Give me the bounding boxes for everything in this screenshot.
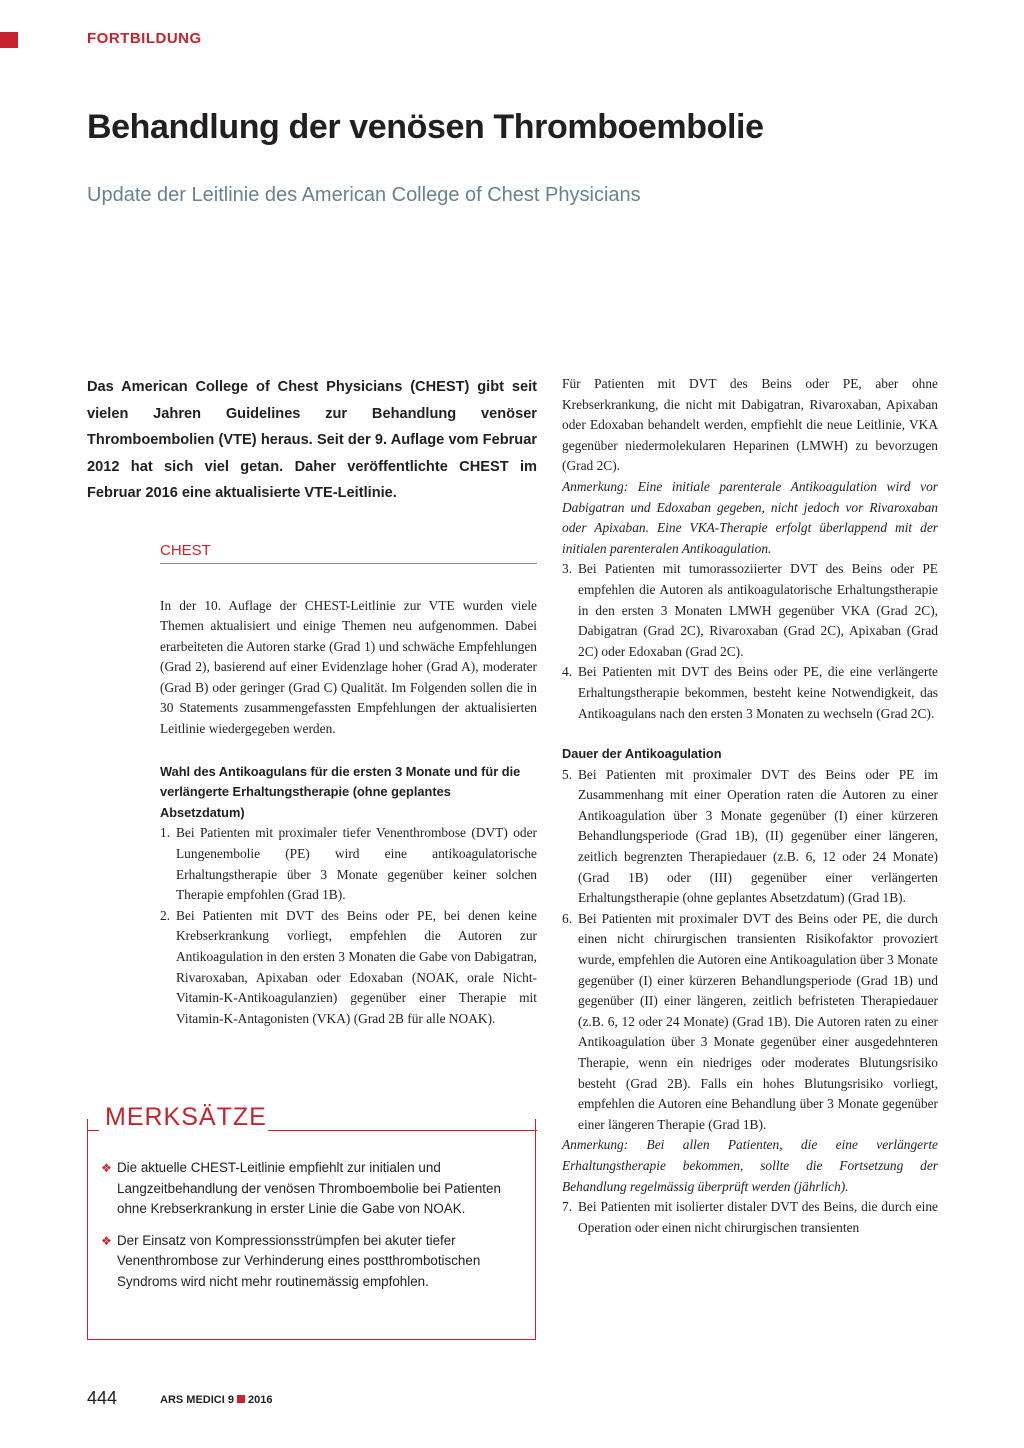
journal-footer: [160, 1394, 272, 1406]
footer-separator-square: [237, 1395, 245, 1403]
diamond-bullet-icon: ❖: [101, 1161, 112, 1175]
right-column: [562, 374, 938, 1238]
merksaetze-item: ❖ Die aktuelle CHEST-Leitlinie empfiehlt zur initialen und Langzeitbehandlung der venösen Thromboembolie bei Patienten ohne Krebserkrankung in erster Linie die Gabe von NOAK.: [101, 1160, 501, 1217]
left-column: [87, 374, 537, 1029]
corner-marker: [0, 32, 18, 48]
article-subtitle: Update der Leitlinie des American College of Chest Physicians: [87, 184, 641, 206]
source-label: CHEST: [160, 542, 537, 564]
article-title: Behandlung der venösen Thromboembolie: [87, 108, 764, 146]
recommendation-item: 1. Bei Patienten mit proximaler tiefer Venenthrombose (DVT) oder Lungenembolie (PE) wird eine antikoagulatorische Erhaltungstherapie über 3 Monate gegenüber keiner solchen Therapie empfohlen (Grad 1B).: [160, 825, 537, 903]
annotation-note: Anmerkung: Eine initiale parenterale Antikoagulation wird vor Dabigatran und Edoxaban gegeben, nicht jedoch vor Rivaroxaban oder Apixaban. Eine VKA-Therapie erfolgt überlappend mit der initialen parenteralen Antikoagulation.: [562, 478, 938, 556]
merksaetze-rule-left: [87, 1130, 99, 1131]
page-number: 444: [87, 1388, 118, 1408]
merksaetze-list: [101, 1158, 521, 1304]
merksaetze-title: MERKSÄTZE: [105, 1103, 267, 1131]
annotation-note: Anmerkung: Bei allen Patienten, die eine verlängerte Erhaltungstherapie bekommen, sollte die Fortsetzung der Behandlung regelmässig überprüft werden (jährlich).: [562, 1137, 938, 1194]
left-inner-column: [160, 596, 537, 1030]
recommendation-item: 6. Bei Patienten mit proximaler DVT des Beins oder PE, die durch einen nicht chirurgischen transienten Risikofaktor provoziert wurde, empfehlen die Autoren eine Antikoagulation über 3 Monate gegenüber (I) einer kürzeren Behandlungsperiode (Grad 1B) und gegenüber (II) einer längeren, zeitlich befristeten Therapiedauer (z.B. 6, 12 oder 24 Monate) (Grad 1B). Die Autoren raten zu einer Antikoagulation über 3 Monate gegenüber einer ausgedehnteren Therapie, wenn ein niedriges oder moderates Blutungsrisiko besteht (Grad 2B). Falls ein hohes Blutungsrisiko vorliegt, empfehlen die Autoren eine Behandlung über 3 Monate gegenüber einer längeren Therapie (Grad 1B).: [562, 910, 938, 1132]
section-label: FORTBILDUNG: [87, 30, 202, 47]
section-heading-duration: Dauer der Antikoagulation: [562, 746, 722, 762]
recommendation-item: 3. Bei Patienten mit tumorassoziierter DVT des Beins oder PE empfehlen die Autoren als antikoagulatorische Erhaltungstherapie in den ersten 3 Monaten LMWH gegenüber VKA (Grad 2C), Dabigatran (Grad 2C), Rivaroxaban (Grad 2C), Apixaban (Grad 2C) oder Edoxaban (Grad 2C).: [562, 561, 938, 659]
recommendation-list-3: [562, 765, 938, 1136]
recommendation-list-2: [562, 559, 938, 724]
recommendation-item: 2. Bei Patienten mit DVT des Beins oder PE, bei denen keine Krebserkrankung vorliegt, empfehlen die Autoren zur Antikoagulation in den ersten 3 Monaten die Gabe von Dabigatran, Rivaroxaban, Apixaban oder Edoxaban (NOAK, orale Nicht-Vitamin-K-Antikoagulanzien) gegenüber einer Therapie mit Vitamin-K-Antagonisten (VKA) (Grad 2B für alle NOAK).: [160, 907, 537, 1026]
recommendation-list-1: [160, 823, 537, 1029]
recommendation-item: 5. Bei Patienten mit proximaler DVT des Beins oder PE im Zusammenhang mit einer Operation raten die Autoren zu einer Antikoagulation über 3 Monate gegenüber (I) einer kürzeren Behandlungsperiode (Grad 1B), (II) gegenüber einer längeren, zeitlich begrenzten Therapiedauer (z.B. 6, 12 oder 24 Monate) (Grad 1B) oder (III) gegenüber einer verlängerten Erhaltungstherapie (ohne geplantes Absetzdatum) (Grad 1B).: [562, 766, 938, 906]
right-paragraph: Für Patienten mit DVT des Beins oder PE, aber ohne Krebserkrankung, die nicht mit Dabigatran, Rivaroxaban, Apixaban oder Edoxaban behandelt werden, empfiehlt die neue Leitlinie, VKA gegenüber niedermolekularen Heparinen (LMWH) zu bevorzugen (Grad 2C).: [562, 376, 938, 474]
recommendation-item: 4. Bei Patienten mit DVT des Beins oder PE, die eine verlängerte Erhaltungstherapie bekommen, besteht keine Notwendigkeit, das Antikoagulans nach den ersten 3 Monaten zu wechseln (Grad 2C).: [562, 664, 938, 721]
journal-year: 2016: [247, 1394, 273, 1406]
journal-name: ARS MEDICI 9: [160, 1394, 234, 1406]
merksaetze-item: ❖ Der Einsatz von Kompressionsstrümpfen bei akuter tiefer Venenthrombose zur Verhinderung eines postthrombotischen Syndroms wird nicht mehr routinemässig empfohlen.: [101, 1232, 481, 1289]
recommendation-list-4: [562, 1197, 938, 1238]
recommendation-item: 7. Bei Patienten mit isolierter distaler DVT des Beins, die durch eine Operation oder einen nicht chirurgischen transienten: [562, 1199, 938, 1235]
section-heading-choice: Wahl des Antikoagulans für die ersten 3 Monate und für die verlängerte Erhaltungstherapie (ohne geplantes Absetzdatum): [160, 763, 521, 820]
intro-paragraph: In der 10. Auflage der CHEST-Leitlinie zur VTE wurden viele Themen aktualisiert und einige Themen neu aufgenommen. Dabei erarbeiteten die Autoren starke (Grad 1) und schwäche Empfehlungen (Grad 2), basierend auf einer Evidenzlage hoher (Grad A), moderater (Grad B) oder geringer (Grad C) Qualität. Im Folgenden sollen die in 30 Statements zusammengefassten Empfehlungen der aktualisierten Leitlinie wiedergegeben werden.: [160, 597, 537, 737]
diamond-bullet-icon: ❖: [101, 1233, 112, 1248]
merksaetze-rule-right: [268, 1130, 537, 1131]
lead-paragraph: Das American College of Chest Physicians (CHEST) gibt seit vielen Jahren Guidelines zur Behandlung venöser Thromboembolien (VTE) heraus. Seit der 9. Auflage vom Februar 2012 hat sich viel getan. Daher veröffentlichte CHEST im Februar 2016 eine aktualisierte VTE-Leitlinie.: [87, 379, 537, 501]
